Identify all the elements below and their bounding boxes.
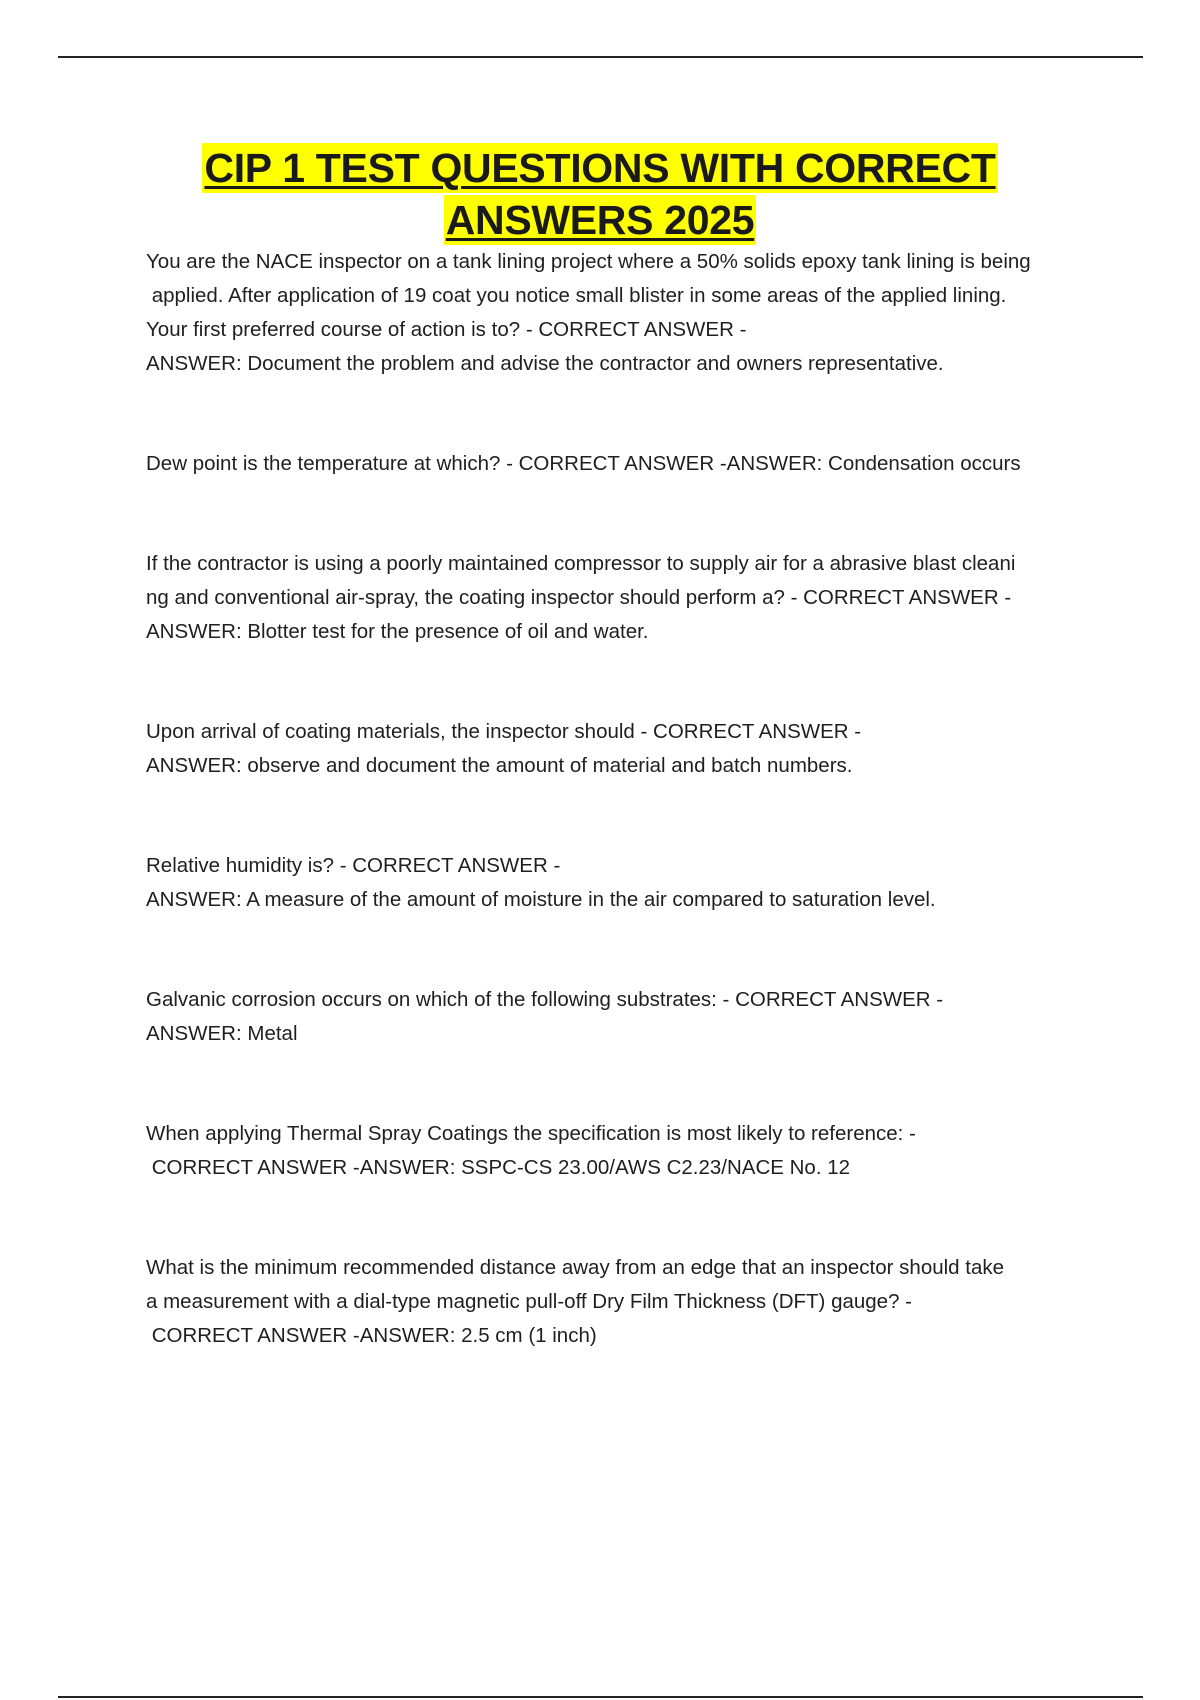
qa-item xyxy=(146,547,1096,649)
qa-item xyxy=(146,849,1096,917)
qa-line: ANSWER: Metal xyxy=(146,1022,298,1045)
qa-item xyxy=(146,1251,1096,1353)
qa-line: a measurement with a dial-type magnetic pull-off Dry Film Thickness (DFT) gauge? - xyxy=(146,1290,912,1313)
qa-line: Your first preferred course of action is to? - CORRECT ANSWER - xyxy=(146,318,747,341)
qa-line: ANSWER: Blotter test for the presence of oil and water. xyxy=(146,620,649,643)
qa-line: What is the minimum recommended distance away from an edge that an inspector should take xyxy=(146,1256,1005,1279)
qa-line: ANSWER: Document the problem and advise the contractor and owners representative. xyxy=(146,352,944,375)
qa-item xyxy=(146,447,1096,481)
qa-line: Galvanic corrosion occurs on which of the following substrates: - CORRECT ANSWER - xyxy=(146,988,944,1011)
qa-line: CORRECT ANSWER -ANSWER: SSPC-CS 23.00/AWS C2.23/NACE No. 12 xyxy=(146,1156,851,1179)
qa-item xyxy=(146,715,1096,783)
qa-line: If the contractor is using a poorly maintained compressor to supply air for a abrasive blast cleani xyxy=(146,552,1016,575)
qa-line: Dew point is the temperature at which? - CORRECT ANSWER -ANSWER: Condensation occurs xyxy=(146,452,1021,475)
page-title xyxy=(0,143,1200,245)
bottom-rule xyxy=(58,1696,1143,1698)
qa-line: CORRECT ANSWER -ANSWER: 2.5 cm (1 inch) xyxy=(146,1324,597,1347)
qa-line: Upon arrival of coating materials, the inspector should - CORRECT ANSWER - xyxy=(146,720,862,743)
qa-line: applied. After application of 19 coat you notice small blister in some areas of the applied lining. xyxy=(146,284,1007,307)
qa-list xyxy=(146,245,1096,1419)
qa-line: ANSWER: A measure of the amount of moisture in the air compared to saturation level. xyxy=(146,888,936,911)
title-line-1: CIP 1 TEST QUESTIONS WITH CORRECT xyxy=(204,145,996,191)
qa-line: ng and conventional air-spray, the coating inspector should perform a? - CORRECT ANSWER - xyxy=(146,586,1012,609)
qa-item xyxy=(146,1117,1096,1185)
qa-line: When applying Thermal Spray Coatings the specification is most likely to reference: - xyxy=(146,1122,916,1145)
qa-item xyxy=(146,983,1096,1051)
qa-line: Relative humidity is? - CORRECT ANSWER - xyxy=(146,854,561,877)
qa-line: You are the NACE inspector on a tank lining project where a 50% solids epoxy tank lining is being xyxy=(146,250,1031,273)
qa-item xyxy=(146,245,1096,381)
qa-line: ANSWER: observe and document the amount of material and batch numbers. xyxy=(146,754,853,777)
top-rule xyxy=(58,56,1143,58)
title-line-2: ANSWERS 2025 xyxy=(445,197,755,243)
